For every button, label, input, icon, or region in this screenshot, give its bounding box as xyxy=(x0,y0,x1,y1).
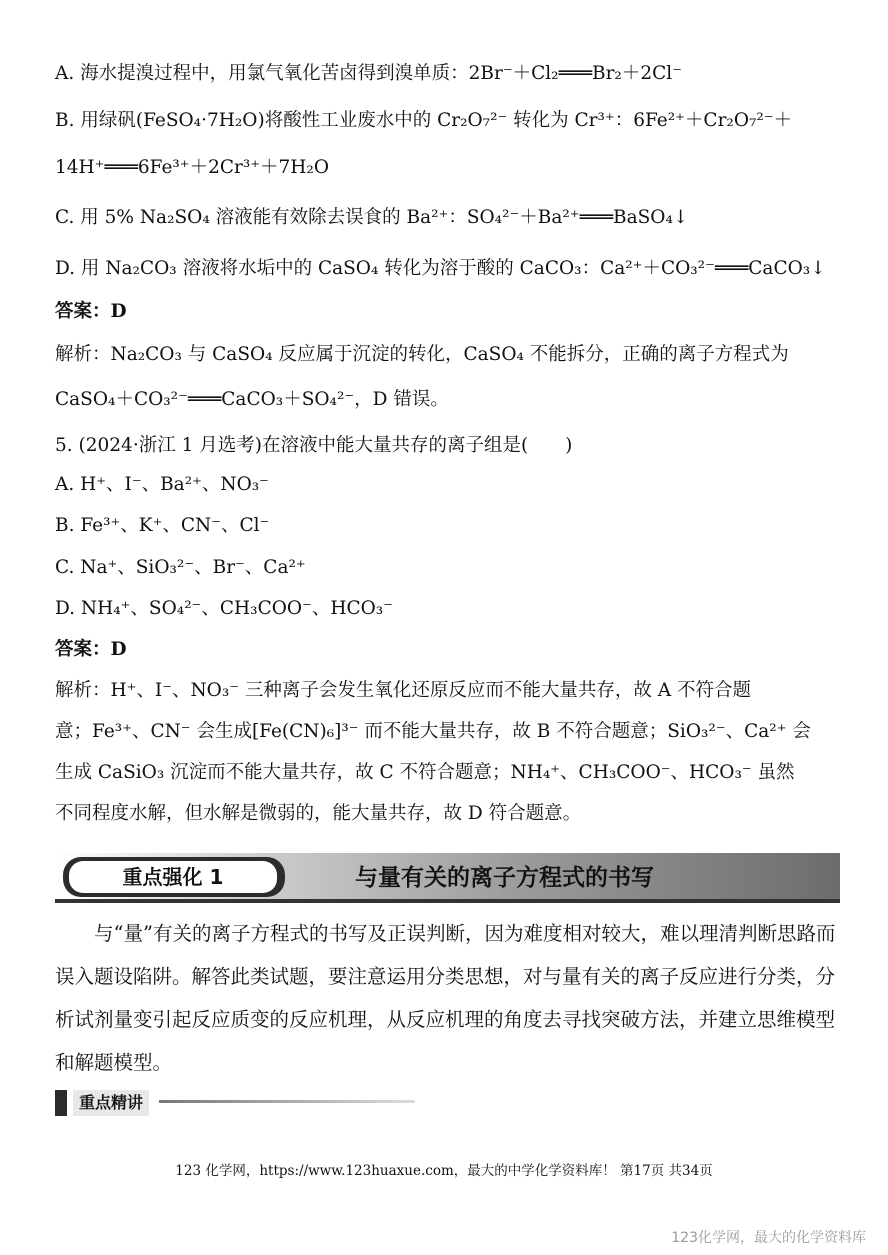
analysis-q5-line1: 解析：H⁺、I⁻、NO₃⁻ 三种离子会发生氧化还原反应而不能大量共存，故 A 不符合题 xyxy=(55,680,752,701)
page-footer: 123 化学网，https://www.123huaxue.com，最大的中学化学资料库！ 第17页 共34页 xyxy=(175,1163,713,1179)
answer-q5: 答案：D xyxy=(55,639,127,660)
subheading-label: 重点精讲 xyxy=(73,1090,149,1116)
subheading-rule xyxy=(159,1100,415,1103)
section-banner xyxy=(55,853,840,903)
analysis-q5-line4: 不同程度水解，但水解是微弱的，能大量共存，故 D 符合题意。 xyxy=(55,803,582,824)
banner-underline xyxy=(55,899,840,903)
answer-q4: 答案：D xyxy=(55,301,127,322)
analysis-q4-line1: 解析：Na₂CO₃ 与 CaSO₄ 反应属于沉淀的转化，CaSO₄ 不能拆分，正确的离子方程式为 xyxy=(55,344,789,365)
banner-tag xyxy=(63,857,285,897)
q5-option-a: A. H⁺、I⁻、Ba²⁺、NO₃⁻ xyxy=(55,474,269,495)
question-5-stem: 5. (2024·浙江 1 月选考)在溶液中能大量共存的离子组是( ) xyxy=(55,435,573,456)
watermark: 123化学网，最大的化学资料库 xyxy=(671,1230,866,1246)
intro-paragraph: 与“量”有关的离子方程式的书写及正误判断，因为难度相对较大，难以理清判断思路而误入题设陷阱。解答此类试题，要注意运用分类思想，对与量有关的离子反应进行分类，分析试剂量变引起反应质变的反应机理，从反应机理的角度去寻找突破方法，并建立思维模型和解题模型。 xyxy=(55,922,836,1074)
subheading-marker xyxy=(55,1090,67,1116)
subheading-block xyxy=(55,1088,415,1118)
analysis-q5-line2: 意；Fe³⁺、CN⁻ 会生成[Fe(CN)₆]³⁻ 而不能大量共存，故 B 不符合题意；SiO₃²⁻、Ca²⁺ 会 xyxy=(55,721,811,742)
option-a-bromine: A. 海水提溴过程中，用氯气氧化苦卤得到溴单质：2Br⁻＋Cl₂═══Br₂＋2Cl⁻ xyxy=(55,63,682,84)
option-d-scale: D. 用 Na₂CO₃ 溶液将水垢中的 CaSO₄ 转化为溶于酸的 CaCO₃：Ca²⁺＋CO₃²⁻═══CaCO₃↓ xyxy=(55,258,826,279)
analysis-q5-line3: 生成 CaSiO₃ 沉淀而不能大量共存，故 C 不符合题意；NH₄⁺、CH₃COO⁻、HCO₃⁻ 虽然 xyxy=(55,762,795,783)
option-b-line2: 14H⁺═══6Fe³⁺＋2Cr³⁺＋7H₂O xyxy=(55,157,330,178)
option-b-line1: B. 用绿矾(FeSO₄·7H₂O)将酸性工业废水中的 Cr₂O₇²⁻ 转化为 Cr³⁺：6Fe²⁺＋Cr₂O₇²⁻＋ xyxy=(55,110,793,131)
option-c-barium: C. 用 5% Na₂SO₄ 溶液能有效除去误食的 Ba²⁺：SO₄²⁻＋Ba²⁺═══BaSO₄↓ xyxy=(55,207,689,228)
q5-option-d: D. NH₄⁺、SO₄²⁻、CH₃COO⁻、HCO₃⁻ xyxy=(55,598,393,619)
q5-option-c: C. Na⁺、SiO₃²⁻、Br⁻、Ca²⁺ xyxy=(55,557,306,578)
q5-option-b: B. Fe³⁺、K⁺、CN⁻、Cl⁻ xyxy=(55,515,270,536)
section-title: 与量有关的离子方程式的书写 xyxy=(355,865,654,891)
analysis-q4-line2: CaSO₄＋CO₃²⁻═══CaCO₃＋SO₄²⁻，D 错误。 xyxy=(55,389,449,410)
banner-tag-label: 重点强化 1 xyxy=(69,861,277,893)
